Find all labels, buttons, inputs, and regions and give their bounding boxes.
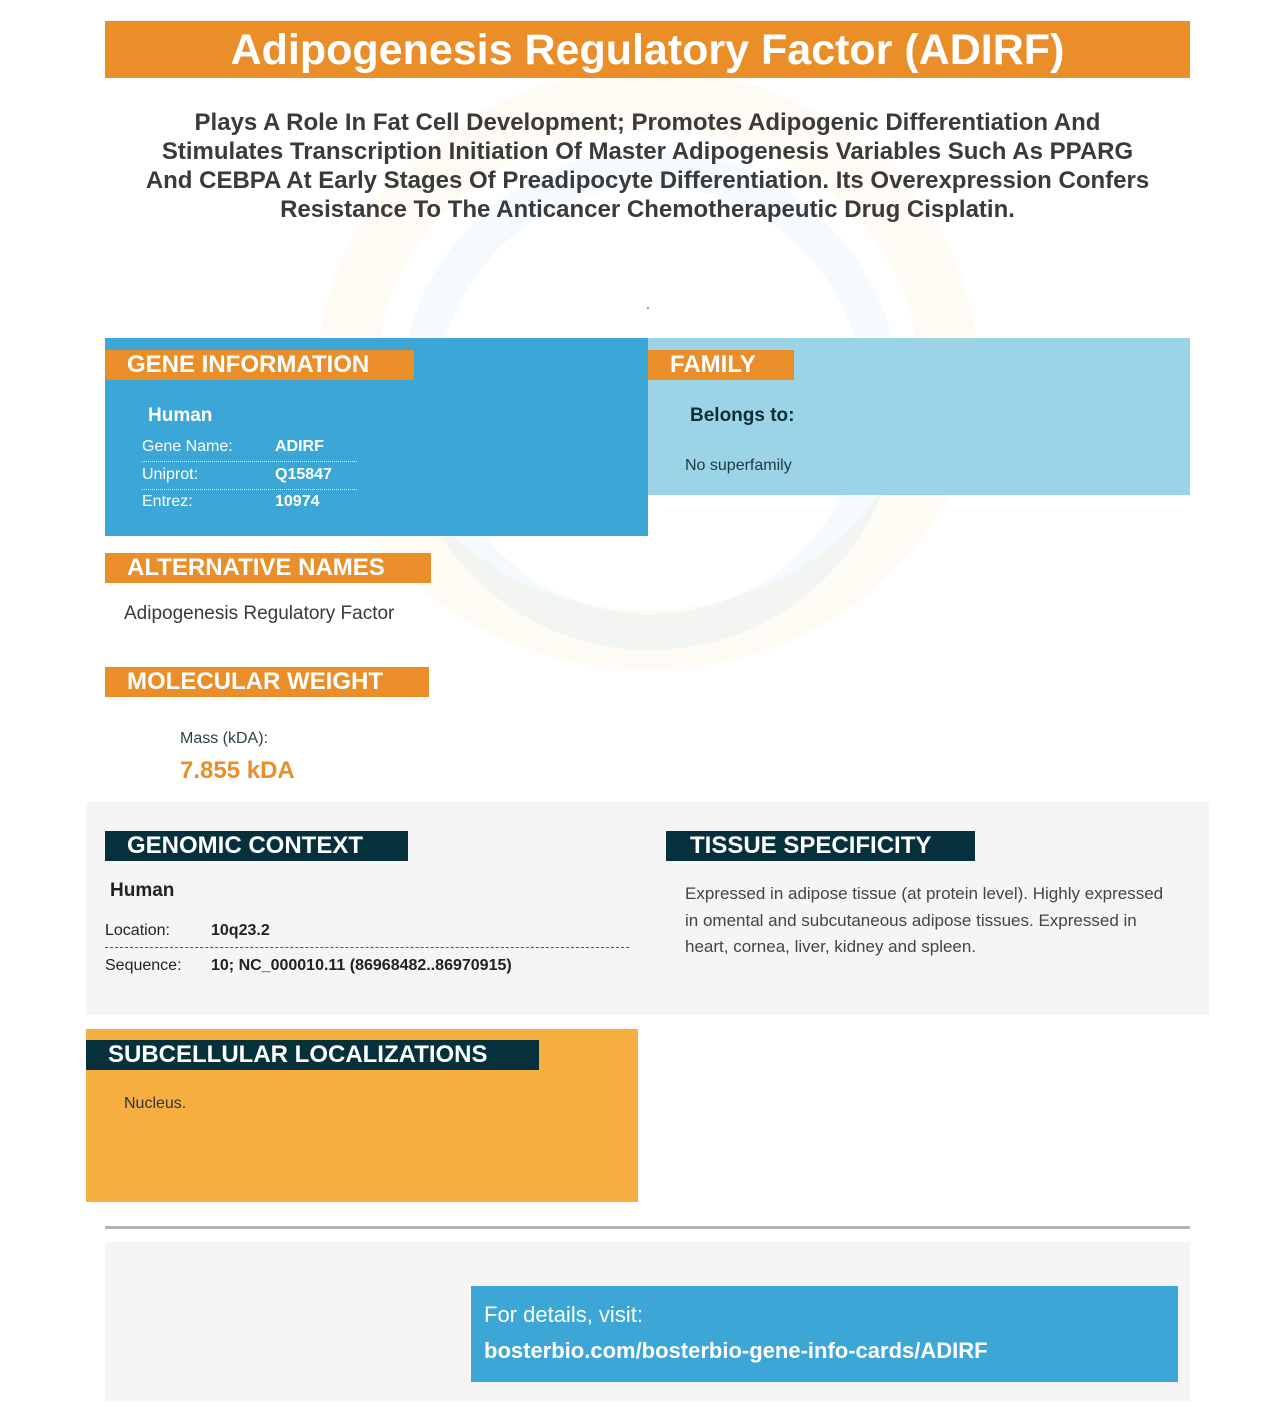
tissue-specificity-text: Expressed in adipose tissue (at protein level). Highly expressed in omental and subcutaneous adipose tissues. Expressed in heart, cornea, liver, kidney and spleen. <box>685 884 1164 956</box>
uniprot-label: Uniprot: <box>142 466 199 483</box>
family-belongs-label: Belongs to: <box>690 405 795 426</box>
family-heading: FAMILY <box>648 350 794 380</box>
mass-label: Mass (kDA): <box>180 730 268 747</box>
subcellular-heading: SUBCELLULAR LOCALIZATIONS <box>86 1040 539 1070</box>
family-value: No superfamily <box>685 457 792 474</box>
gene-species: Human <box>148 405 213 426</box>
entrez-label: Entrez: <box>142 493 193 510</box>
subcellular-text: Nucleus. <box>124 1095 187 1112</box>
alternative-names-heading: ALTERNATIVE NAMES <box>105 553 431 583</box>
gene-name-row <box>142 434 357 462</box>
gene-name-value: ADIRF <box>275 438 324 455</box>
tissue-specificity-heading: TISSUE SPECIFICITY <box>666 831 975 861</box>
molecular-weight-heading: MOLECULAR WEIGHT <box>105 667 429 697</box>
location-value: 10q23.2 <box>211 922 270 939</box>
genomic-context-heading: GENOMIC CONTEXT <box>105 831 408 861</box>
separator-dot: . <box>646 296 650 312</box>
details-link[interactable]: bosterbio.com/bosterbio-gene-info-cards/ADIRF <box>484 1338 988 1363</box>
sequence-row <box>105 950 629 982</box>
divider <box>105 1226 1190 1229</box>
gene-name-label: Gene Name: <box>142 438 233 455</box>
page-title: Adipogenesis Regulatory Factor (ADIRF) <box>105 21 1190 78</box>
mass-value: 7.855 kDA <box>180 757 295 784</box>
genomic-species: Human <box>110 880 175 901</box>
location-row <box>105 915 629 948</box>
gene-summary: Plays A Role In Fat Cell Development; Promotes Adipogenic Differentiation And Stimulates Transcription Initiation Of Master Adipogenesis Variables Such As PPARG And CEBPA At Early Stages Of Preadipocyte Differentiation. Its Overexpression Confers Resistance To The Anticancer Chemotherapeutic Drug Cisplatin. <box>145 109 1150 223</box>
uniprot-row <box>142 462 357 490</box>
gene-information-heading: GENE INFORMATION <box>105 350 414 380</box>
sequence-label: Sequence: <box>105 957 182 974</box>
details-label: For details, visit: <box>484 1302 643 1327</box>
entrez-value: 10974 <box>275 493 320 510</box>
uniprot-value: Q15847 <box>275 466 332 483</box>
subcellular-panel <box>86 1029 638 1202</box>
alternative-names-value: Adipogenesis Regulatory Factor <box>124 603 395 624</box>
entrez-row <box>142 489 357 516</box>
details-box <box>471 1286 1178 1382</box>
sequence-value: 10; NC_000010.11 (86968482..86970915) <box>211 957 512 974</box>
location-label: Location: <box>105 922 170 939</box>
